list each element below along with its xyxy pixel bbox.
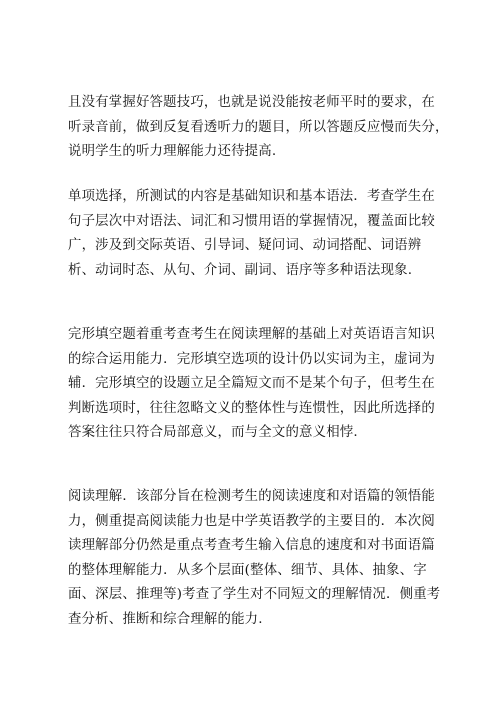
paragraph-reading	[68, 485, 440, 632]
text-line: 答案往往只符合局部意义，而与全文的意义相悖.	[68, 425, 358, 440]
text-line: 的综合运用能力．完形填空选项的设计仍以实词为主，虚词为	[68, 351, 435, 367]
text-line: 查分析、推断和综合理解的能力.	[68, 611, 263, 627]
text-line: 判断选项时，往往忽略文义的整体性与连惯性，因此所选择的	[68, 400, 435, 416]
paragraph-single-choice	[68, 185, 440, 283]
text-line: 说明学生的听力理解能力还待提高.	[68, 144, 277, 159]
text-line: 面、深层、推理等)考查了学生对不同短文的理解情况．侧重考	[68, 587, 441, 602]
paragraph-listening	[68, 91, 449, 165]
text-line: 句子层次中对语法、词汇和习惯用语的掌握情况，覆盖面比较	[68, 213, 435, 229]
paragraph-cloze	[68, 323, 440, 446]
text-line: 听录音前，做到反复看透听力的题目，所以答题反应慢而失分，	[68, 119, 449, 135]
text-line: 单项选择，所测试的内容是基础知识和基本语法．考查学生在	[68, 189, 435, 204]
text-line: 阅读理解．该部分旨在检测考生的阅读速度和对语篇的领悟能	[68, 489, 435, 504]
text-line: 的整体理解能力．从多个层面(整体、细节、具体、抽象、字	[68, 562, 427, 578]
text-line: 且没有掌握好答题技巧，也就是说没能按老师平时的要求，在	[68, 95, 435, 110]
text-line: 析、动词时态、从句、介词、副词、语序等多种语法现象.	[68, 262, 413, 278]
text-line: 完形填空题着重考查考生在阅读理解的基础上对英语语言知识	[68, 327, 435, 342]
text-line: 广，涉及到交际英语、引导词、疑问词、动词搭配、词语辨	[68, 238, 422, 253]
text-line: 力，侧重提高阅读能力也是中学英语教学的主要目的．本次阅	[68, 513, 435, 529]
text-line: 读理解部分仍然是重点考查考生输入信息的速度和对书面语篇	[68, 538, 435, 553]
text-line: 辅．完形填空的设题立足全篇短文而不是某个句子，但考生在	[68, 376, 435, 391]
